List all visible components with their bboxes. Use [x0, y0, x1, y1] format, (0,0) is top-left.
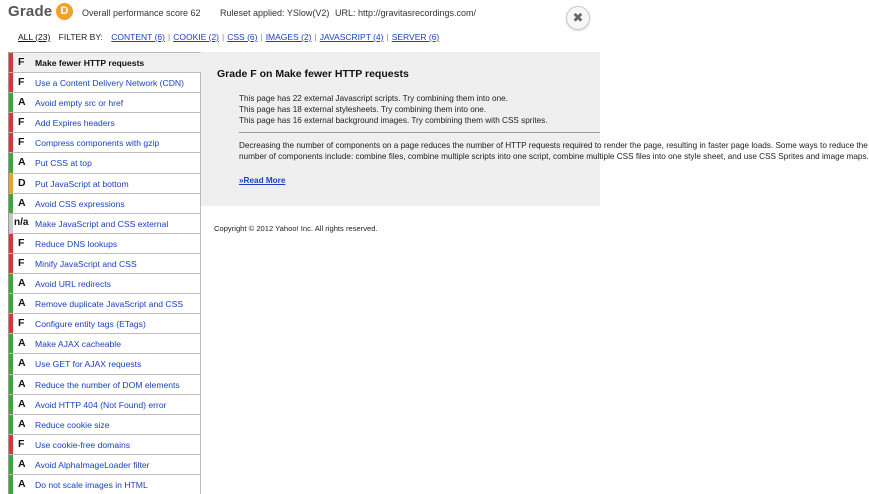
rule-row[interactable] [9, 293, 201, 313]
grade-color-bar [9, 395, 13, 414]
detail-finding: This page has 22 external Javascript scripts. Try combining them into one. [239, 94, 508, 103]
rule-grade: A [18, 156, 26, 169]
filter-link[interactable]: JAVASCRIPT (4) [319, 32, 384, 42]
grade-color-bar [9, 415, 13, 434]
grade-color-bar [9, 53, 13, 72]
grade-color-bar [9, 174, 13, 193]
rule-row[interactable] [9, 273, 201, 293]
filter-separator: | [167, 32, 171, 42]
rule-label[interactable]: Add Expires headers [35, 118, 115, 129]
expand-close-icon[interactable]: ✖ [566, 6, 590, 30]
detail-finding: This page has 16 external background images. Try combining them with CSS sprites. [239, 116, 548, 125]
rule-grade: A [18, 357, 26, 370]
rule-grade: F [18, 136, 25, 149]
rule-row[interactable] [9, 313, 201, 333]
rule-row[interactable] [9, 193, 201, 213]
rule-label[interactable]: Compress components with gzip [35, 138, 160, 149]
rule-grade: F [18, 317, 25, 330]
rule-grade: F [18, 56, 25, 68]
filter-link[interactable]: COOKIE (2) [173, 32, 220, 42]
rule-row[interactable] [9, 474, 201, 494]
rule-grade: A [18, 297, 26, 310]
rule-grade: D [18, 176, 26, 189]
filter-separator: | [260, 32, 263, 42]
grade-color-bar [9, 214, 13, 233]
filter-link[interactable]: IMAGES (2) [265, 32, 312, 42]
grade-color-bar [9, 455, 13, 474]
detail-finding: This page has 18 external stylesheets. Try combining them into one. [239, 105, 487, 114]
page-url: URL: http://gravitasrecordings.com/ [335, 8, 477, 18]
grade-color-bar [9, 314, 13, 333]
rule-row[interactable] [9, 173, 201, 193]
rule-grade: A [18, 277, 26, 290]
rule-row[interactable] [9, 152, 201, 172]
rule-label[interactable]: Minify JavaScript and CSS [35, 258, 137, 269]
rule-grade: F [18, 256, 25, 269]
rule-grade: A [18, 377, 26, 390]
rule-label[interactable]: Reduce the number of DOM elements [35, 379, 180, 390]
rule-row[interactable] [9, 233, 201, 253]
grade-heading: Grade [8, 3, 53, 20]
rule-label[interactable]: Make fewer HTTP requests [35, 58, 145, 68]
overall-grade-badge: D [56, 3, 73, 20]
copyright-notice: Copyright © 2012 Yahoo! Inc. All rights reserved. [214, 224, 378, 233]
filter-all[interactable]: ALL (23) [18, 32, 51, 42]
rule-grade: F [18, 76, 25, 89]
grade-color-bar [9, 274, 13, 293]
grade-color-bar [9, 294, 13, 313]
rule-grade: F [18, 236, 25, 249]
detail-title: Grade F on Make fewer HTTP requests [217, 68, 409, 80]
rule-row[interactable] [9, 112, 201, 132]
filter-separator: | [386, 32, 389, 42]
rule-label[interactable]: Make AJAX cacheable [35, 339, 121, 350]
rule-grade: A [18, 477, 26, 490]
rule-grade: A [18, 196, 26, 209]
detail-description: number of components include: combine files, combine multiple scripts into one script, combine multiple CSS files into one style sheet, and use CSS Sprites and image maps. [239, 152, 869, 161]
rule-grade: A [18, 417, 26, 430]
rule-label[interactable]: Reduce DNS lookups [35, 238, 118, 249]
ruleset-applied: Ruleset applied: YSlow(V2) [220, 8, 330, 18]
rule-grade: A [18, 457, 26, 470]
rule-label[interactable]: Avoid HTTP 404 (Not Found) error [35, 399, 167, 410]
rule-grade: A [18, 397, 26, 410]
filter-separator: | [314, 32, 317, 42]
rule-row[interactable] [9, 333, 201, 353]
rule-list [8, 52, 201, 494]
grade-color-bar [9, 375, 13, 394]
rule-label[interactable]: Use a Content Delivery Network (CDN) [35, 78, 184, 89]
rule-label[interactable]: Reduce cookie size [35, 419, 110, 430]
rule-label[interactable]: Configure entity tags (ETags) [35, 319, 146, 330]
rule-row[interactable] [9, 253, 201, 273]
rule-row[interactable] [9, 374, 201, 394]
rule-row[interactable] [9, 213, 201, 233]
rule-row[interactable] [9, 132, 201, 152]
grade-color-bar [9, 234, 13, 253]
rule-label[interactable]: Do not scale images in HTML [35, 479, 148, 490]
rule-grade: F [18, 437, 25, 450]
rule-row[interactable] [9, 52, 201, 72]
grade-color-bar [9, 93, 13, 112]
filter-separator: | [222, 32, 225, 42]
grade-color-bar [9, 354, 13, 373]
rule-row[interactable] [9, 434, 201, 454]
grade-color-bar [9, 475, 13, 494]
rule-grade: A [18, 337, 26, 350]
rule-detail-panel [201, 52, 869, 206]
detail-description: Decreasing the number of components on a page reduces the number of HTTP requests required to render the page, resulting in faster page loads. Some ways to reduce the [239, 141, 868, 150]
overall-score: Overall performance score 62 [82, 8, 201, 18]
grade-color-bar [9, 435, 13, 454]
rule-label[interactable]: Avoid URL redirects [35, 279, 111, 290]
rule-label[interactable]: Make JavaScript and CSS external [35, 218, 169, 229]
rule-grade: A [18, 96, 26, 109]
rule-label[interactable]: Avoid empty src or href [35, 98, 124, 109]
rule-row[interactable] [9, 72, 201, 92]
rule-label[interactable]: Use cookie-free domains [35, 439, 131, 450]
read-more-link[interactable]: »Read More [239, 176, 286, 185]
grade-color-bar [9, 113, 13, 132]
grade-color-bar [9, 153, 13, 172]
filter-link[interactable]: CONTENT (6) [111, 32, 165, 42]
grade-color-bar [9, 73, 13, 92]
filter-by-label: FILTER BY: [58, 32, 103, 42]
report-header [0, 0, 600, 28]
grade-color-bar [9, 334, 13, 353]
rule-grade: F [18, 116, 25, 129]
rule-row[interactable] [9, 414, 201, 434]
rule-label[interactable]: Use GET for AJAX requests [35, 359, 142, 370]
rule-label[interactable]: Remove duplicate JavaScript and CSS [35, 299, 184, 310]
detail-divider [239, 132, 600, 133]
grade-color-bar [9, 133, 13, 152]
rule-grade: n/a [14, 216, 29, 228]
filter-link[interactable]: SERVER (6) [391, 32, 440, 42]
rule-row[interactable] [9, 92, 201, 112]
grade-color-bar [9, 254, 13, 273]
rule-label[interactable]: Put CSS at top [35, 158, 92, 169]
filter-bar [18, 32, 439, 46]
rule-row[interactable] [9, 394, 201, 414]
grade-color-bar [9, 194, 13, 213]
rule-label[interactable]: Avoid CSS expressions [35, 198, 125, 209]
rule-row[interactable] [9, 454, 201, 474]
filter-link[interactable]: CSS (6) [227, 32, 258, 42]
rule-label[interactable]: Put JavaScript at bottom [35, 178, 129, 189]
rule-label[interactable]: Avoid AlphaImageLoader filter [35, 459, 150, 470]
rule-row[interactable] [9, 353, 201, 373]
